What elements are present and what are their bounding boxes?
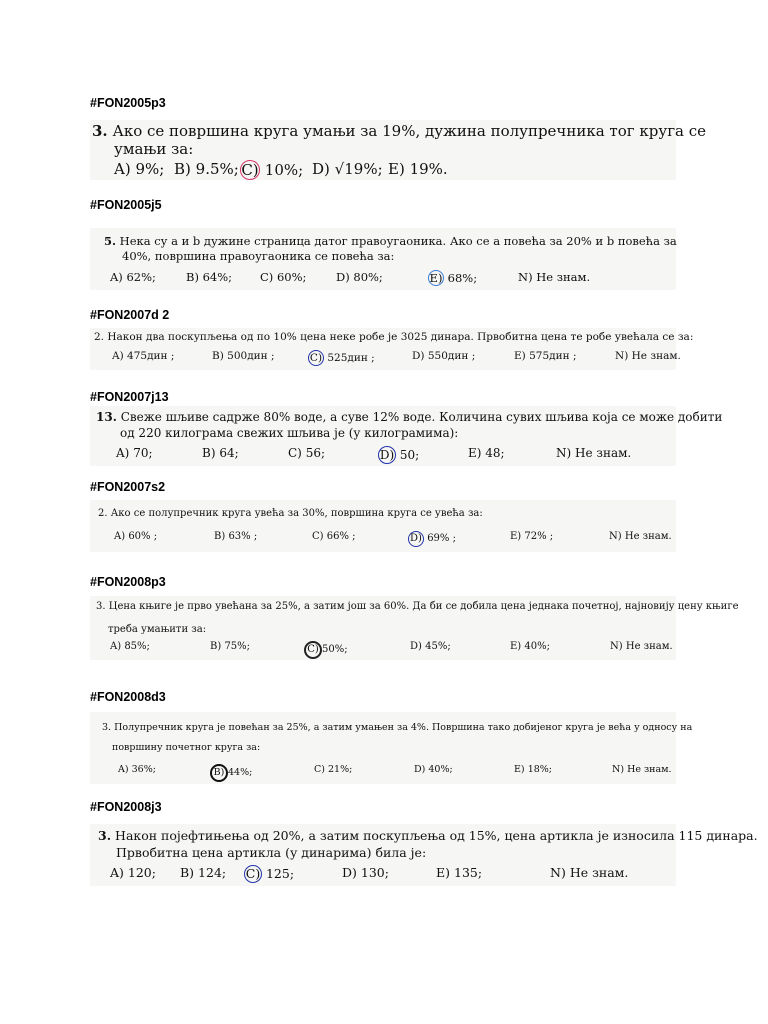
answer-option: C) 66% ; bbox=[312, 531, 356, 542]
problem-number: 13. bbox=[96, 410, 117, 424]
circled-letter: B) bbox=[210, 764, 228, 782]
circled-letter: D) bbox=[408, 531, 424, 547]
answer-option-selected: C) 525дин ; bbox=[309, 352, 375, 364]
question-line: треба умањити за: bbox=[108, 624, 207, 635]
answer-option: N) Не знам. bbox=[612, 764, 672, 775]
problem-tag: #FON2008d3 bbox=[90, 690, 166, 704]
answer-option: D) √19%; bbox=[312, 160, 383, 178]
answer-option: A) 36%; bbox=[118, 764, 156, 775]
problem-block bbox=[90, 228, 676, 290]
answer-option: A) 120; bbox=[110, 865, 156, 880]
answer-option-selected: D) 69% ; bbox=[408, 531, 456, 547]
problem-tag: #FON2007s2 bbox=[90, 480, 166, 494]
question-line: Након појефтињења од 20%, а затим поскупљења од 15%, цена артикла је износила 115 динара. bbox=[115, 828, 758, 843]
answer-option-selected: D) 50; bbox=[379, 448, 420, 462]
problem-number: 2. bbox=[98, 508, 108, 519]
answer-option: E) 48; bbox=[468, 446, 505, 460]
answer-option: N) Не знам. bbox=[610, 641, 673, 652]
problem-tag: #FON2008j3 bbox=[90, 800, 162, 814]
problem-number: 3. bbox=[98, 828, 112, 843]
answer-option: C) 21%; bbox=[314, 764, 353, 775]
answer-option: N) Не знам. bbox=[615, 350, 681, 362]
answer-option: D) 130; bbox=[342, 865, 389, 880]
answer-option: E) 18%; bbox=[514, 764, 553, 775]
answer-option: B) 63% ; bbox=[214, 531, 258, 542]
answer-option: D) 80%; bbox=[336, 270, 383, 284]
problem-tag: #FON2005p3 bbox=[90, 96, 166, 110]
answer-option: A) 85%; bbox=[110, 641, 150, 652]
answer-option: A) 70; bbox=[116, 446, 153, 460]
answer-option: D) 45%; bbox=[410, 641, 451, 652]
question-line: 40%, површина правоугаоника се повећа за: bbox=[122, 249, 395, 263]
answer-option: D) 40%; bbox=[414, 764, 453, 775]
question-line: умањи за: bbox=[114, 140, 194, 158]
question-line: Свеже шљиве садрже 80% воде, а суве 12% воде. Количина сувих шљива која се може добити bbox=[120, 410, 723, 424]
problem-block bbox=[90, 120, 707, 180]
question-line: од 220 килограма свежих шљива је (у килограмима): bbox=[120, 426, 459, 440]
problem-tag: #FON2007j13 bbox=[90, 390, 169, 404]
problem-block bbox=[90, 328, 694, 370]
problem-number: 3. bbox=[102, 722, 112, 733]
circled-letter: C) bbox=[241, 161, 259, 179]
question-line: површину почетног круга за: bbox=[112, 742, 261, 753]
question-line: Ако се површина круга умањи за 19%, дужина полупречника тог круга се bbox=[112, 122, 707, 140]
question-line: Ако се полупречник круга увећа за 30%, површина круга се увећа за: bbox=[110, 508, 483, 519]
answer-option: D) 550дин ; bbox=[412, 350, 476, 362]
answer-option: E) 40%; bbox=[510, 641, 550, 652]
question-line: Полупречник круга је повећан за 25%, а затим умањен за 4%. Површина тако добијеног круга је већа у односу на bbox=[114, 722, 693, 733]
answer-option-selected: E) 68%; bbox=[429, 271, 478, 285]
problem-number: 5. bbox=[104, 234, 117, 248]
answer-option: B) 64%; bbox=[186, 270, 233, 284]
answer-option: B) 75%; bbox=[210, 641, 251, 652]
answer-option-selected: B) 44%; bbox=[210, 764, 252, 782]
circled-letter: E) bbox=[429, 271, 443, 285]
problem-number: 3. bbox=[96, 601, 106, 612]
circled-letter: D) bbox=[379, 448, 395, 462]
answer-option: C) 56; bbox=[288, 446, 326, 460]
question-line: Првобитна цена артикла (у динарима) била је: bbox=[116, 845, 427, 860]
problem-block bbox=[90, 712, 693, 784]
problem-block bbox=[90, 500, 676, 552]
circled-letter: C) bbox=[245, 866, 261, 881]
answer-option-selected: C) 50%; bbox=[304, 641, 348, 659]
problem-tag: #FON2008p3 bbox=[90, 575, 166, 589]
answer-option: E) 135; bbox=[436, 865, 483, 880]
answer-option: E) 72% ; bbox=[510, 531, 554, 542]
problem-block bbox=[90, 406, 723, 466]
answer-option: A) 475дин ; bbox=[112, 350, 175, 362]
answer-option: N) Не знам. bbox=[518, 270, 591, 284]
answer-option: B) 124; bbox=[180, 865, 227, 880]
problem-number: 2. bbox=[94, 331, 105, 343]
answer-option: N) Не знам. bbox=[609, 531, 672, 542]
answer-option: A) 9%; bbox=[114, 160, 165, 178]
answer-option: B) 9.5%; bbox=[174, 160, 239, 178]
answer-option: B) 500дин ; bbox=[212, 350, 275, 362]
answer-option: N) Не знам. bbox=[556, 446, 632, 460]
answer-option: N) Не знам. bbox=[550, 865, 629, 880]
question-line: Нека су a и b дужине страница датог правоугаоника. Ако се a повећа за 20% и b повећа за bbox=[119, 234, 677, 248]
answer-option: B) 64; bbox=[202, 446, 239, 460]
problem-tag: #FON2005j5 bbox=[90, 198, 162, 212]
answer-option: C) 60%; bbox=[260, 270, 307, 284]
circled-letter: C) bbox=[304, 641, 322, 659]
answer-option: E) 19%. bbox=[388, 160, 448, 178]
problem-block bbox=[90, 824, 758, 886]
problem-block bbox=[90, 596, 739, 660]
circled-letter: C) bbox=[309, 352, 323, 364]
answer-option: A) 60% ; bbox=[114, 531, 158, 542]
answer-option: E) 575дин ; bbox=[514, 350, 577, 362]
question-line: Након два поскупљења од по 10% цена неке робе је 3025 динара. Првобитна цена те робе увећала се за: bbox=[107, 331, 694, 343]
answer-option: A) 62%; bbox=[110, 270, 156, 284]
answer-option-selected: C) 10%; bbox=[241, 161, 304, 179]
problem-tag: #FON2007d 2 bbox=[90, 308, 170, 322]
answer-option-selected: C) 125; bbox=[245, 866, 295, 881]
question-line: Цена књиге је прво увећана за 25%, а затим још за 60%. Да би се добила цена једнака почетној, најновију цену књиге bbox=[108, 601, 739, 612]
problem-number: 3. bbox=[92, 122, 108, 140]
